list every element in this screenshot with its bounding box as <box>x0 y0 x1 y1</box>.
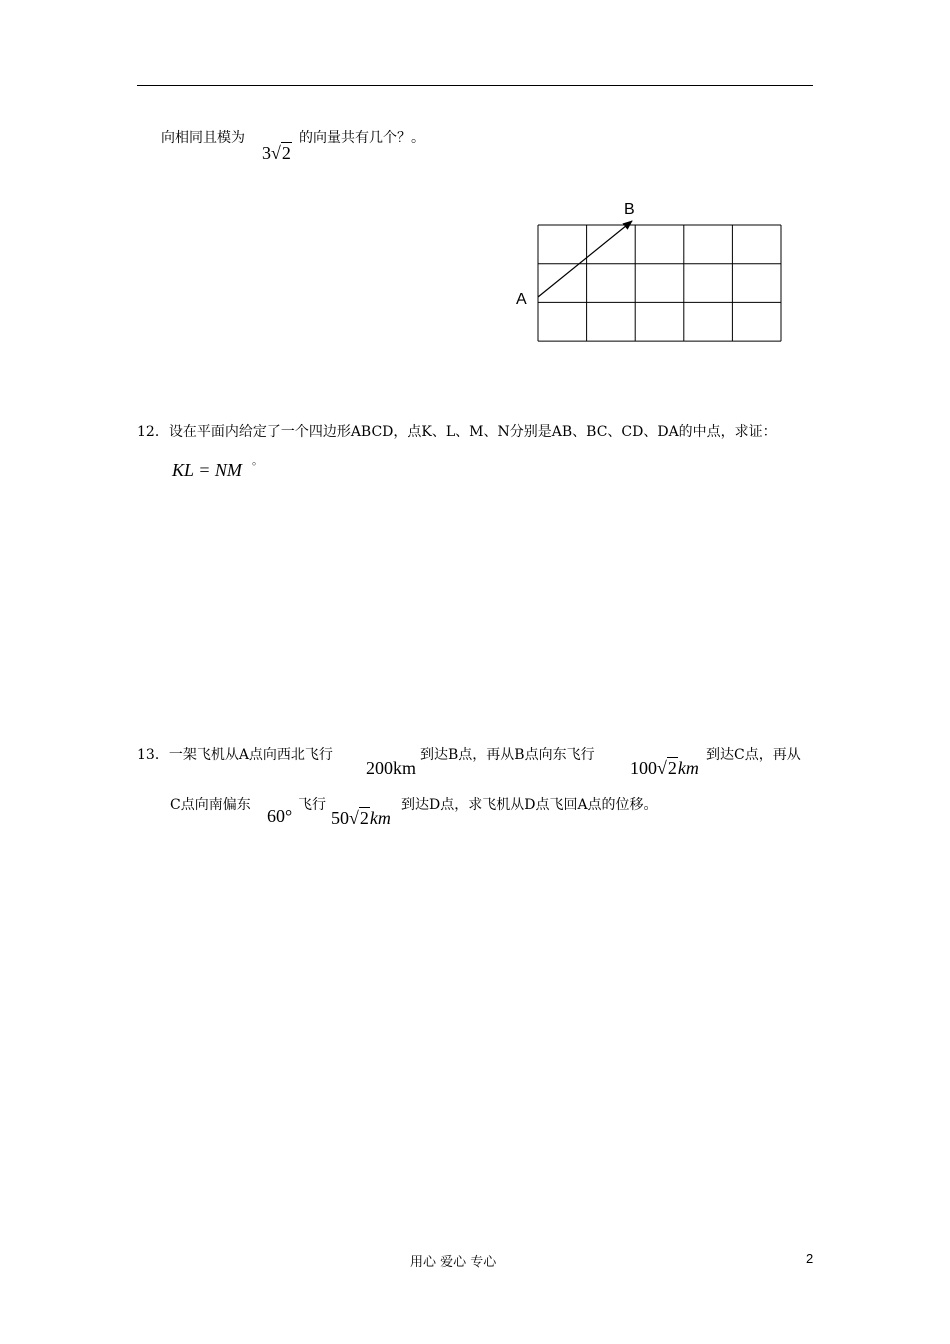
q13-dist2 <box>630 758 699 778</box>
dist2-unit: km <box>677 758 699 778</box>
angle-text: 60° <box>267 806 293 826</box>
q12-text: 12．设在平面内给定了一个四边形ABCD，点K、L、M、N分别是AB、BC、CD、DA的中点，求证： <box>137 424 777 440</box>
q13-dist3 <box>331 808 391 828</box>
q13-angle <box>267 806 292 826</box>
header-rule <box>137 85 813 86</box>
dist3-coef: 50 <box>331 808 349 828</box>
q13-part2: 到达B点，再从B点向东飞行 <box>420 747 595 763</box>
page-number: 2 <box>806 1251 814 1266</box>
sqrt-symbol: √2 <box>349 808 369 828</box>
dist1-text: 200km <box>366 758 417 778</box>
q12-equation: KL = NM <box>172 460 242 480</box>
vector-grid-figure <box>505 195 795 350</box>
sqrt-symbol: √2 <box>657 758 677 778</box>
point-a-label: A <box>516 291 527 308</box>
magnitude-coef: 3 <box>262 143 271 163</box>
point-b-label: B <box>624 201 635 218</box>
q13-line2-mid: 飞行 <box>298 797 326 813</box>
continuation-suffix: 的向量共有几个？。 <box>299 130 425 146</box>
dist2-coef: 100 <box>630 758 657 778</box>
q13-line2-start: C点向南偏东 <box>170 797 251 813</box>
q13-dist1 <box>366 758 416 778</box>
dist3-unit: km <box>369 808 391 828</box>
q13-part3: 到达C点，再从 <box>706 747 801 763</box>
footer-slogan: 用心 爱心 专心 <box>410 1255 497 1270</box>
dist3-radicand: 2 <box>359 808 369 828</box>
sqrt-symbol: √2 <box>271 143 291 163</box>
q13-part1: 13．一架飞机从A点向西北飞行 <box>137 747 333 763</box>
grid-lines <box>538 225 781 341</box>
magnitude-expression <box>262 143 292 163</box>
vector-ab-arrow <box>538 221 632 297</box>
q13-line2-end: 到达D点，求飞机从D点飞回A点的位移。 <box>401 797 658 813</box>
magnitude-radicand: 2 <box>281 143 291 163</box>
q12-end-mark: 。 <box>252 454 263 467</box>
dist2-radicand: 2 <box>667 758 677 778</box>
continuation-prefix: 向相同且模为 <box>161 130 245 146</box>
